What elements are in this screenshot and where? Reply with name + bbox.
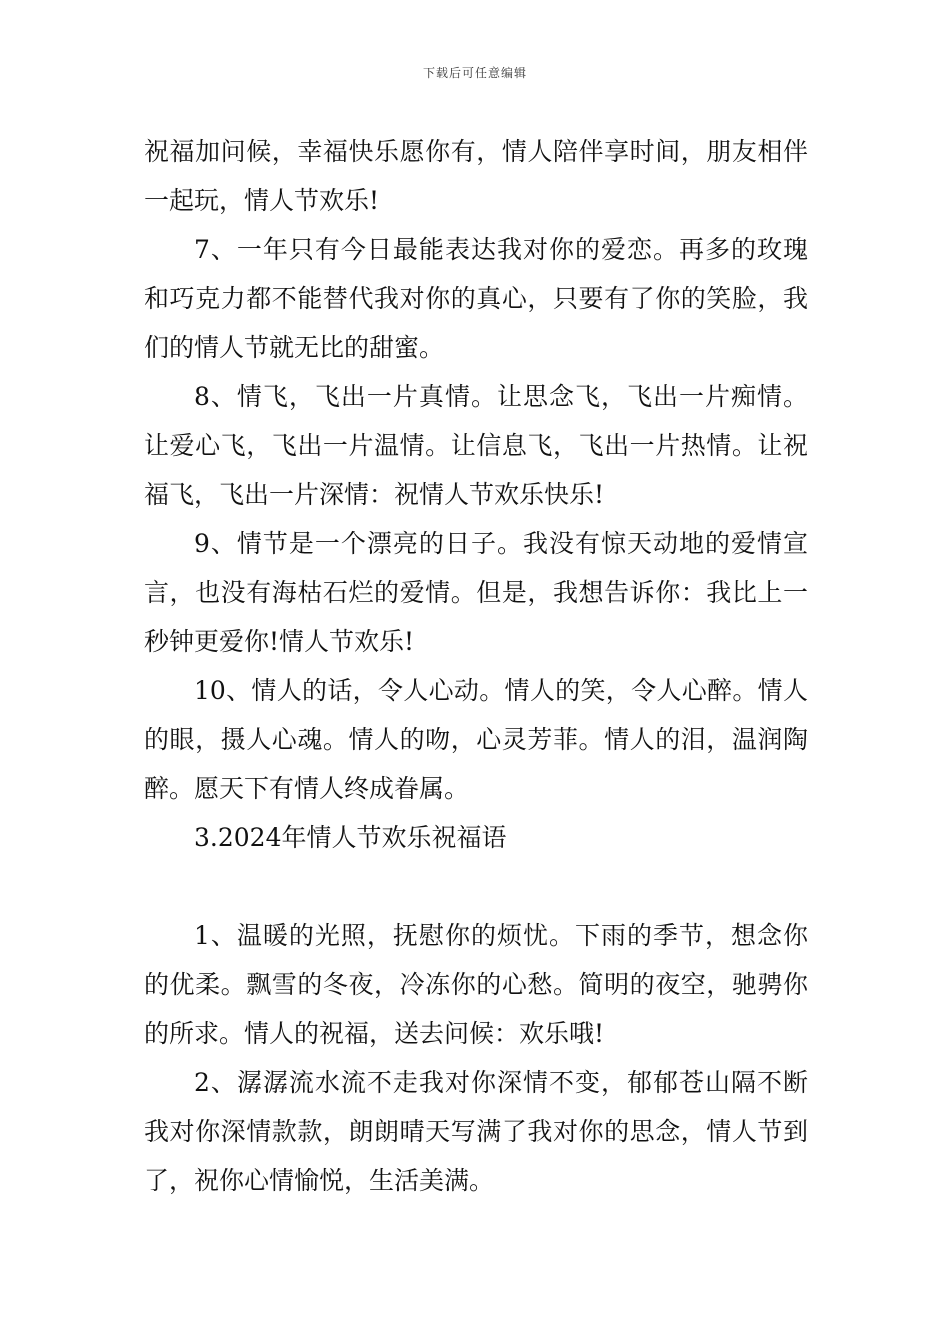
blank-line <box>144 862 808 911</box>
paragraph-item-2: 2、潺潺流水流不走我对你深情不变，郁郁苍山隔不断我对你深情款款，朗朗晴天写满了我对你的思念，情人节到了，祝你心情愉悦，生活美满。 <box>144 1068 808 1195</box>
document-body <box>144 127 808 1205</box>
section-heading: 3.2024年情人节欢乐祝福语 <box>194 823 507 852</box>
paragraph-item-1: 1、温暖的光照，抚慰你的烦忧。下雨的季节，想念你的优柔。飘雪的冬夜，冷冻你的心愁。简明的夜空，驰骋你的所求。情人的祝福，送去问候：欢乐哦! <box>144 921 808 1048</box>
page-header-note: 下载后可任意编辑 <box>422 66 527 80</box>
paragraph-item-9: 9、情节是一个漂亮的日子。我没有惊天动地的爱情宣言，也没有海枯石烂的爱情。但是，我想告诉你：我比上一秒钟更爱你!情人节欢乐! <box>144 529 808 656</box>
paragraph-item-8: 8、情飞，飞出一片真情。让思念飞，飞出一片痴情。让爱心飞，飞出一片温情。让信息飞，飞出一片热情。让祝福飞，飞出一片深情：祝情人节欢乐快乐! <box>144 382 808 509</box>
paragraph-item-7: 7、一年只有今日最能表达我对你的爱恋。再多的玫瑰和巧克力都不能替代我对你的真心，只要有了你的笑脸，我们的情人节就无比的甜蜜。 <box>144 235 808 362</box>
paragraph-item-10: 10、情人的话，令人心动。情人的笑，令人心醉。情人的眼，摄人心魂。情人的吻，心灵芳菲。情人的泪，温润陶醉。愿天下有情人终成眷属。 <box>144 676 808 803</box>
paragraph-continuation: 祝福加问候，幸福快乐愿你有，情人陪伴享时间，朋友相伴一起玩，情人节欢乐! <box>144 137 808 215</box>
